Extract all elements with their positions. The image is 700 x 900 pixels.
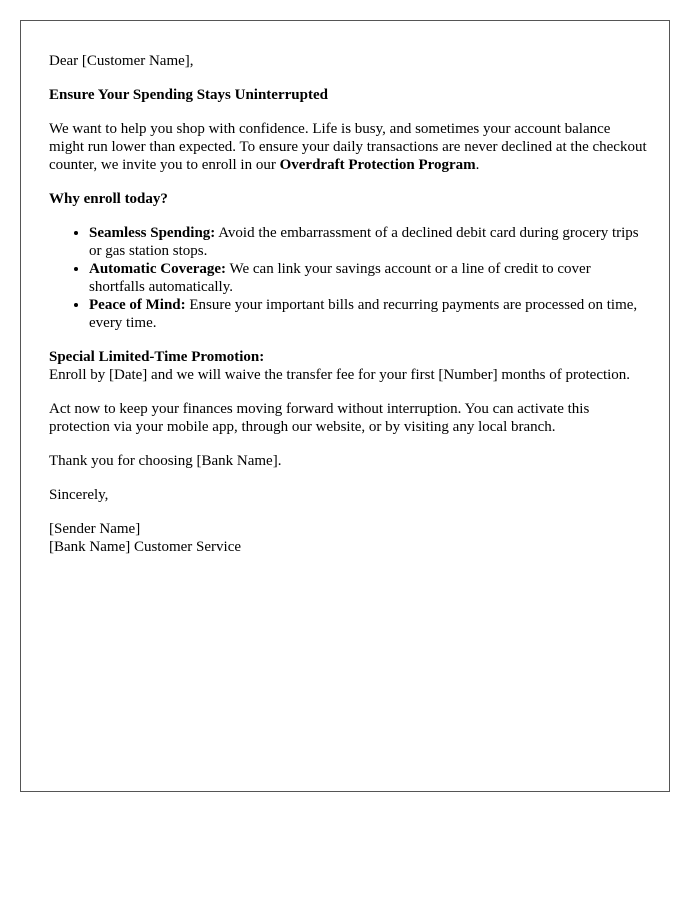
letter-container	[20, 20, 670, 792]
list-item	[89, 260, 649, 296]
program-name: Overdraft Protection Program	[279, 157, 476, 173]
benefit-text: Avoid the embarrassment of a declined debit card during grocery trips or gas station stops.	[89, 225, 639, 259]
intro-paragraph	[49, 120, 649, 174]
sender-department: [Bank Name] Customer Service	[49, 539, 242, 555]
promo-text: Enroll by [Date] and we will waive the transfer fee for your first [Number] months of protection.	[49, 367, 631, 383]
salutation: Dear [Customer Name],	[49, 53, 194, 69]
cta-paragraph: Act now to keep your finances moving forward without interruption. You can activate this protection via your mobile app, through our website, or by visiting any local branch.	[49, 401, 590, 435]
benefit-title: Seamless Spending:	[89, 225, 216, 241]
benefit-text: Ensure your important bills and recurring payments are processed on time, every time.	[89, 297, 638, 331]
list-item	[89, 224, 649, 260]
promo-heading: Special Limited-Time Promotion:	[49, 349, 265, 365]
benefit-title: Peace of Mind:	[89, 297, 186, 313]
thanks-line: Thank you for choosing [Bank Name].	[49, 453, 282, 469]
why-heading: Why enroll today?	[49, 191, 168, 207]
list-item	[89, 296, 649, 332]
intro-text: We want to help you shop with confidence. Life is busy, and sometimes your account balance might run lower than expected. To ensure your daily transactions are never declined at the checkout counter, we invite you to enroll in our	[49, 121, 647, 173]
closing: Sincerely,	[49, 487, 109, 503]
letter-heading: Ensure Your Spending Stays Uninterrupted	[49, 87, 328, 103]
intro-end: .	[475, 157, 480, 173]
sender-name: [Sender Name]	[49, 521, 141, 537]
benefit-text: We can link your savings account or a line of credit to cover shortfalls automatically.	[89, 261, 591, 295]
benefit-title: Automatic Coverage:	[89, 261, 227, 277]
benefits-list	[49, 224, 649, 332]
